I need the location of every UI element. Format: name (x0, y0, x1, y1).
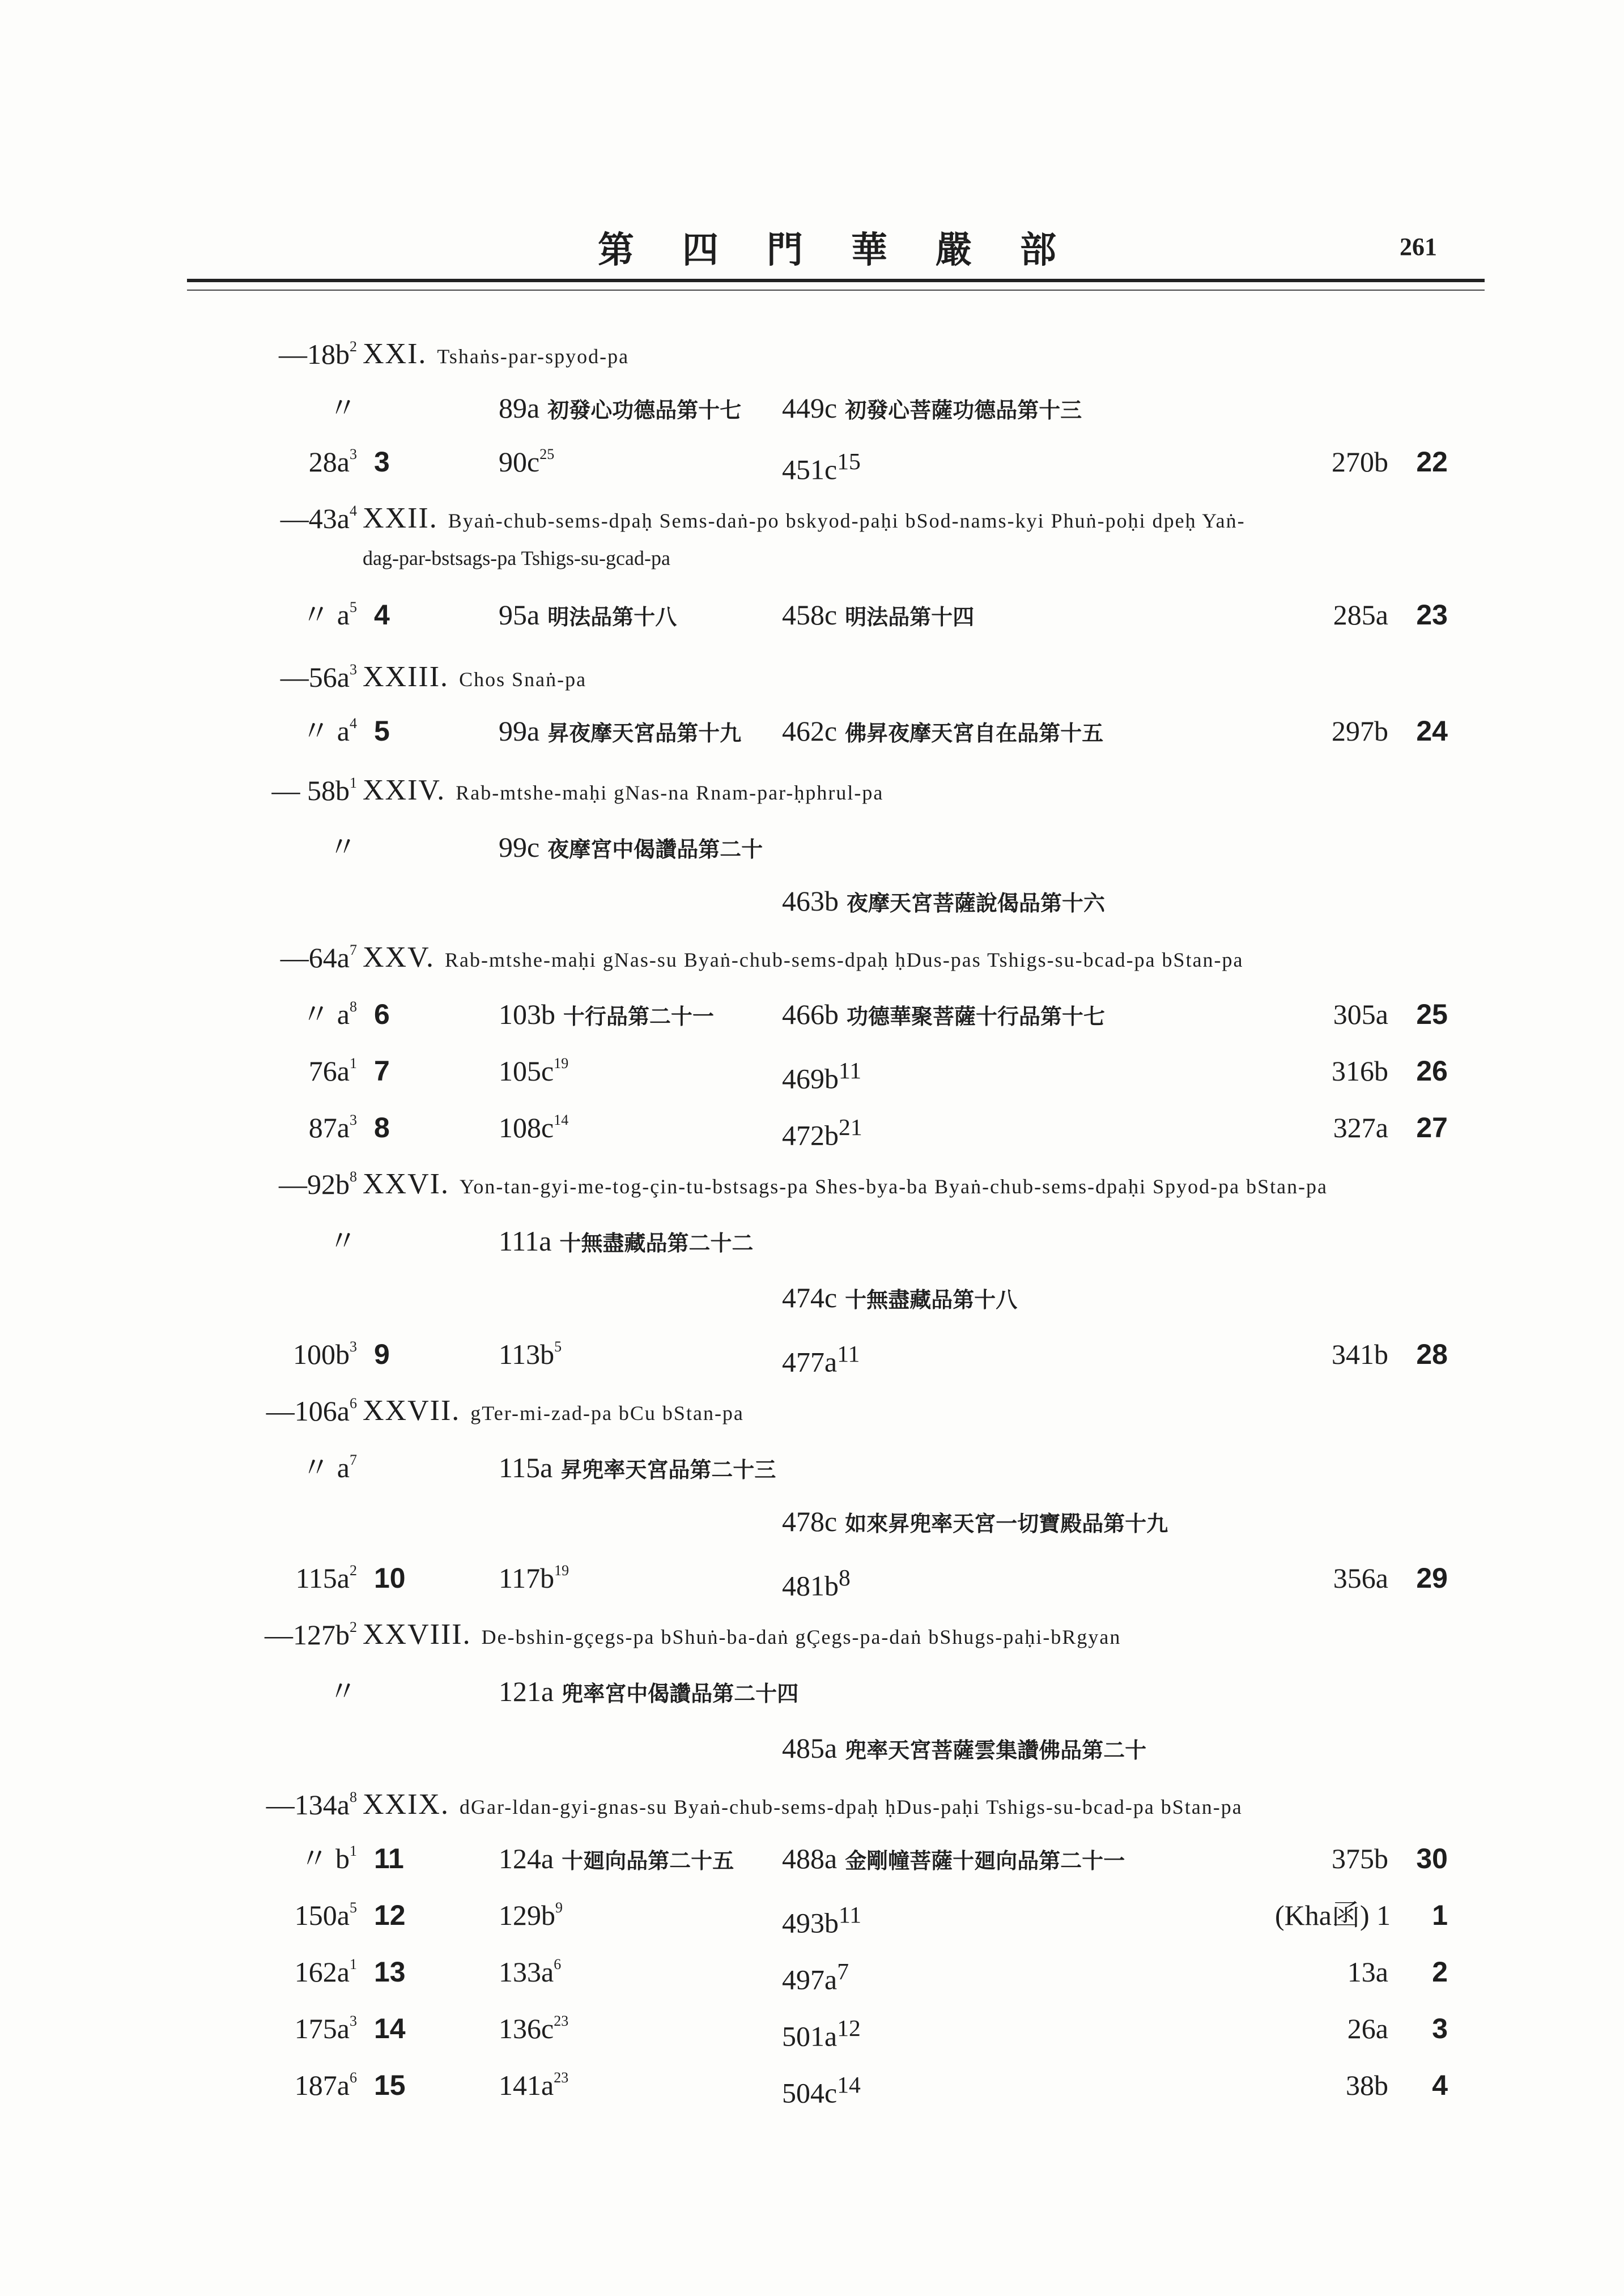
taisho-b-ref-chinese-title: 金剛幢菩薩十廻向品第二十一 (845, 1848, 1125, 1873)
tibetan-folio-footnote: 6 (350, 1395, 357, 1411)
taisho-b-ref (782, 1839, 1125, 1881)
taisho-a-ref (499, 827, 763, 869)
taisho-a-ref (499, 1672, 798, 1714)
fascicle-number: 14 (374, 2013, 406, 2044)
edition-folio: 356a (1333, 1562, 1388, 1594)
taisho-b-ref-value: 488a (782, 1843, 837, 1874)
fascicle-number: 11 (374, 1843, 404, 1874)
chapter-heading (363, 657, 586, 699)
chapter-tibetan-title: gTer-mi-zad-pa bCu bStan-pa (470, 1402, 744, 1425)
fascicle-number: 13 (374, 1956, 406, 1988)
tibetan-folio-value: —56a (280, 661, 350, 693)
fascicle-number: 9 (374, 1338, 390, 1370)
chapter-heading (363, 1785, 1243, 1827)
tibetan-folio-value: 187a (294, 2069, 350, 2101)
taisho-a-ref-footnote: 23 (554, 2069, 569, 2086)
taisho-b-ref-chinese-title: 功德華聚菩薩十行品第十七 (847, 1004, 1106, 1029)
taisho-b-ref (782, 1728, 1146, 1770)
taisho-a-ref (499, 2065, 568, 2105)
taisho-a-ref (499, 595, 677, 637)
taisho-b-ref (782, 994, 1105, 1036)
taisho-b-ref-footnote: 8 (839, 1565, 851, 1591)
table-row (0, 1221, 1624, 1266)
tibetan-folio (210, 827, 357, 867)
taisho-b-ref-value: 449c (782, 392, 837, 424)
tibetan-folio (210, 1448, 357, 1487)
tibetan-folio-value: 〃 a (301, 599, 350, 631)
chapter-heading (363, 938, 1244, 980)
table-row (0, 657, 1624, 703)
chapter-title-continuation: dag-par-bstsags-pa Tshigs-su-gcad-pa (363, 547, 670, 569)
taisho-a-ref-footnote: 19 (554, 1562, 569, 1579)
tibetan-folio (210, 1839, 357, 1878)
table-row (0, 1502, 1624, 1547)
taisho-a-ref-chinese-title: 十行品第二十一 (563, 1004, 715, 1029)
tibetan-folio (210, 1051, 357, 1091)
fascicle-number: 4 (374, 599, 390, 631)
taisho-b-ref-footnote: 15 (837, 449, 861, 475)
edition-folio: 316b (1332, 1055, 1388, 1087)
taisho-b-ref-footnote: 11 (839, 1058, 862, 1084)
tibetan-folio-footnote: 7 (350, 1452, 357, 1468)
taisho-b-ref-footnote: 11 (839, 1902, 862, 1928)
tibetan-folio (210, 388, 357, 428)
tibetan-folio (210, 711, 357, 751)
tibetan-folio-footnote: 4 (350, 503, 357, 519)
taisho-a-ref (499, 2009, 568, 2048)
fascicle-number: 5 (374, 715, 390, 747)
tibetan-folio-footnote: 3 (350, 661, 357, 678)
table-row (0, 1558, 1624, 1604)
table-row (0, 1164, 1624, 1210)
taisho-b-ref-value: 458c (782, 599, 837, 631)
tibetan-folio-value: 〃 (329, 1676, 357, 1707)
edition-folio: (Kha函) 1 (1275, 1899, 1391, 1931)
chapter-roman-numeral: XXVI. (363, 1168, 449, 1200)
chapter-tibetan-title: Rab-mtshe-maḥi gNas-su Byaṅ-chub-sems-dpaḥ ḥDus-pas Tshigs-su-bcad-pa bStan-pa (444, 949, 1244, 971)
tibetan-folio (210, 994, 357, 1034)
volume-number: 29 (1416, 1562, 1448, 1594)
edition-folio: 13a (1347, 1956, 1388, 1988)
chapter-heading (363, 499, 1245, 541)
tibetan-folio (210, 1108, 357, 1147)
taisho-a-ref-chinese-title: 兜率宮中偈讚品第二十四 (562, 1681, 799, 1706)
taisho-b-ref-value: 477a (782, 1346, 837, 1378)
taisho-b-ref-value: 504c (782, 2077, 837, 2109)
taisho-b-ref-value: 481b (782, 1570, 839, 1602)
taisho-b-ref-value: 469b (782, 1062, 839, 1095)
chapter-roman-numeral: XXVII. (363, 1394, 461, 1427)
tibetan-folio (210, 938, 357, 977)
tibetan-folio-footnote: 3 (350, 446, 357, 462)
tibetan-folio-value: —64a (280, 942, 350, 973)
table-row (0, 442, 1624, 487)
taisho-a-ref (499, 1558, 569, 1598)
edition-folio: 375b (1332, 1843, 1388, 1874)
edition-folio: 305a (1333, 998, 1388, 1030)
taisho-a-ref-value: 108c (499, 1112, 554, 1143)
volume-number: 2 (1432, 1956, 1448, 1988)
tibetan-folio-value: —106a (266, 1395, 350, 1427)
taisho-b-ref (782, 1895, 861, 1943)
taisho-a-ref-chinese-title: 初發心功德品第十七 (547, 398, 742, 423)
volume-number: 4 (1432, 2069, 1448, 2101)
table-row (0, 1785, 1624, 1830)
taisho-b-ref-chinese-title: 如來昇兜率天宮一切寶殿品第十九 (845, 1511, 1168, 1536)
table-row (0, 1391, 1624, 1436)
tibetan-folio (210, 1164, 357, 1204)
tibetan-folio-value: —18b (279, 338, 350, 370)
taisho-a-ref (499, 1952, 561, 1992)
tibetan-folio (210, 442, 357, 482)
taisho-b-ref (782, 388, 1082, 430)
taisho-a-ref (499, 1221, 754, 1263)
table-row (0, 881, 1624, 926)
edition-folio: 297b (1332, 715, 1388, 747)
chapter-roman-numeral: XXI. (363, 338, 427, 370)
table-row (0, 499, 1624, 569)
taisho-a-ref-value: 90c (499, 446, 540, 478)
chapter-roman-numeral: XXIV. (363, 774, 446, 806)
tibetan-folio-footnote: 3 (350, 1338, 357, 1355)
chapter-tibetan-title: Byaṅ-chub-sems-dpaḥ Sems-daṅ-po bskyod-paḥi bSod-nams-kyi Phuṅ-poḥi dpeḥ Yaṅ- (448, 509, 1245, 532)
edition-folio: 285a (1333, 599, 1388, 631)
taisho-b-ref-value: 472b (782, 1119, 839, 1151)
tibetan-folio-value: 87a (308, 1112, 350, 1143)
taisho-a-ref-footnote: 5 (554, 1338, 562, 1355)
tibetan-folio-footnote: 2 (350, 338, 357, 355)
fascicle-number: 6 (374, 998, 390, 1030)
chapter-tibetan-title: Rab-mtshe-maḥi gNas-na Rnam-par-ḥphrul-pa (456, 781, 884, 804)
taisho-a-ref (499, 388, 741, 430)
taisho-a-ref (499, 711, 741, 753)
taisho-b-ref-footnote: 12 (837, 2016, 861, 2042)
tibetan-folio (210, 1672, 357, 1711)
table-row (0, 1448, 1624, 1493)
table-row (0, 1839, 1624, 1884)
table-row (0, 994, 1624, 1040)
tibetan-folio-footnote: 7 (350, 942, 357, 958)
taisho-a-ref-chinese-title: 昇兜率天宮品第二十三 (560, 1457, 776, 1482)
tibetan-folio (210, 1615, 357, 1655)
taisho-b-ref-value: 497a (782, 1963, 837, 1996)
chapter-heading (363, 1615, 1121, 1657)
table-row (0, 2065, 1624, 2111)
tibetan-folio (210, 2065, 357, 2105)
tibetan-folio-value: 〃 a (301, 998, 350, 1030)
tibetan-folio-footnote: 5 (350, 599, 357, 615)
taisho-b-ref (782, 1108, 862, 1155)
taisho-b-ref-chinese-title: 十無盡藏品第十八 (845, 1287, 1018, 1312)
page-number: 261 (1400, 233, 1437, 261)
taisho-a-ref-value: 103b (499, 998, 555, 1030)
taisho-b-ref-chinese-title: 佛昇夜摩天宮自在品第十五 (845, 721, 1104, 746)
taisho-a-ref-value: 95a (499, 599, 540, 631)
taisho-a-ref-footnote: 14 (554, 1112, 569, 1128)
tibetan-folio-footnote: 8 (350, 1789, 357, 1805)
taisho-b-ref-value: 478c (782, 1506, 837, 1537)
chapter-roman-numeral: XXIII. (363, 661, 449, 693)
fascicle-number: 12 (374, 1899, 406, 1931)
tibetan-folio-footnote: 3 (350, 2013, 357, 2029)
taisho-b-ref-value: 501a (782, 2020, 837, 2052)
tibetan-folio-value: 175a (294, 2013, 350, 2044)
tibetan-folio-value: 162a (294, 1956, 350, 1988)
taisho-a-ref-footnote: 23 (554, 2013, 569, 2029)
tibetan-folio-footnote: 1 (350, 1956, 357, 1972)
tibetan-folio-value: 〃 b (300, 1843, 350, 1874)
taisho-a-ref (499, 1895, 563, 1935)
table-row (0, 1895, 1624, 1941)
header-char: 第 (598, 229, 634, 271)
tibetan-folio-value: 76a (308, 1055, 350, 1087)
header-char: 部 (1020, 229, 1056, 271)
tibetan-folio (210, 1391, 357, 1431)
header-char: 四 (682, 229, 719, 271)
taisho-a-ref-value: 129b (499, 1899, 555, 1931)
table-row (0, 938, 1624, 983)
tibetan-folio-footnote: 5 (350, 1899, 357, 1916)
taisho-b-ref-value: 485a (782, 1732, 837, 1764)
edition-folio: 26a (1347, 2013, 1388, 2044)
chapter-roman-numeral: XXVIII. (363, 1618, 471, 1651)
volume-number: 24 (1416, 715, 1448, 747)
table-row (0, 595, 1624, 640)
table-row (0, 1334, 1624, 1380)
taisho-b-ref (782, 1051, 861, 1099)
taisho-a-ref-footnote: 19 (554, 1055, 569, 1072)
taisho-a-ref (499, 994, 714, 1036)
table-row (0, 1615, 1624, 1660)
tibetan-folio-value: 〃 a (301, 1452, 350, 1483)
taisho-a-ref-value: 89a (499, 392, 540, 424)
taisho-b-ref (782, 1558, 851, 1606)
taisho-b-ref-value: 466b (782, 998, 839, 1030)
edition-folio: 38b (1346, 2069, 1388, 2101)
edition-folio: 270b (1332, 446, 1388, 478)
taisho-a-ref-value: 113b (499, 1338, 555, 1370)
taisho-a-ref-value: 99a (499, 715, 540, 747)
chapter-roman-numeral: XXII. (363, 502, 438, 534)
table-row (0, 1672, 1624, 1717)
taisho-a-ref-value: 117b (499, 1562, 555, 1594)
taisho-a-ref-value: 121a (499, 1676, 554, 1707)
tibetan-folio (210, 1785, 357, 1825)
tibetan-folio (210, 499, 357, 538)
tibetan-folio-value: 100b (293, 1338, 350, 1370)
table-row (0, 1952, 1624, 1997)
tibetan-folio-value: 115a (295, 1562, 350, 1594)
taisho-a-ref-value: 124a (499, 1843, 554, 1874)
fascicle-number: 8 (374, 1112, 390, 1143)
tibetan-folio (210, 1952, 357, 1992)
tibetan-folio-footnote: 8 (350, 1168, 357, 1185)
fascicle-number: 15 (374, 2069, 406, 2101)
taisho-b-ref (782, 881, 1105, 923)
tibetan-folio-value: 〃 (329, 831, 357, 863)
tibetan-folio-footnote: 1 (350, 775, 357, 791)
taisho-a-ref-footnote: 9 (555, 1899, 563, 1916)
table-row (0, 1278, 1624, 1323)
tibetan-folio-footnote: 8 (350, 998, 357, 1015)
volume-number: 27 (1416, 1112, 1448, 1143)
table-row (0, 2009, 1624, 2054)
tibetan-folio-footnote: 2 (350, 1619, 357, 1635)
chapter-heading (363, 1164, 1328, 1206)
taisho-b-ref-value: 462c (782, 715, 837, 747)
volume-number: 3 (1432, 2013, 1448, 2044)
tibetan-folio (210, 657, 357, 697)
taisho-b-ref (782, 2065, 861, 2113)
taisho-a-ref-value: 111a (499, 1225, 552, 1257)
taisho-b-ref (782, 595, 974, 637)
table-row (0, 771, 1624, 816)
taisho-a-ref (499, 442, 554, 482)
taisho-a-ref (499, 1334, 562, 1374)
taisho-a-ref-footnote: 25 (539, 446, 555, 462)
header-char: 門 (767, 229, 803, 271)
tibetan-folio (210, 1558, 357, 1598)
volume-number: 28 (1416, 1338, 1448, 1370)
tibetan-folio (210, 1334, 357, 1374)
tibetan-folio-value: — 58b (271, 775, 350, 806)
tibetan-folio-value: —134a (266, 1789, 350, 1821)
taisho-a-ref-chinese-title: 十廻向品第二十五 (562, 1848, 734, 1873)
chapter-tibetan-title: Chos Snaṅ-pa (459, 668, 587, 691)
taisho-b-ref-value: 451c (782, 453, 837, 486)
tibetan-folio-footnote: 3 (350, 1112, 357, 1128)
taisho-a-ref-chinese-title: 夜摩宮中偈讚品第二十 (547, 837, 763, 862)
fascicle-number: 3 (374, 446, 390, 478)
chapter-heading (363, 1391, 744, 1433)
chapter-tibetan-title: Tshaṅs-par-spyod-pa (437, 345, 630, 368)
tibetan-folio-value: —92b (279, 1168, 350, 1200)
taisho-a-ref-value: 115a (499, 1452, 553, 1483)
volume-number: 25 (1416, 998, 1448, 1030)
taisho-b-ref (782, 2009, 861, 2056)
edition-folio: 327a (1333, 1112, 1388, 1143)
taisho-a-ref-chinese-title: 十無盡藏品第二十二 (559, 1231, 754, 1256)
taisho-b-ref-chinese-title: 夜摩天宮菩薩說偈品第十六 (847, 891, 1106, 916)
tibetan-folio-value: —43a (280, 503, 350, 534)
volume-number: 22 (1416, 446, 1448, 478)
taisho-b-ref-footnote: 7 (837, 1959, 849, 1985)
tibetan-folio-value: 〃 (329, 392, 357, 424)
table-row (0, 388, 1624, 433)
header-rule (187, 279, 1485, 282)
taisho-a-ref-value: 133a (499, 1956, 554, 1988)
taisho-a-ref (499, 1448, 776, 1490)
table-row (0, 334, 1624, 380)
taisho-b-ref (782, 442, 861, 490)
taisho-a-ref-value: 141a (499, 2069, 554, 2101)
taisho-a-ref (499, 1108, 568, 1147)
chapter-roman-numeral: XXIX. (363, 1788, 449, 1821)
taisho-a-ref-chinese-title: 昇夜摩天宮品第十九 (547, 721, 742, 746)
taisho-b-ref-chinese-title: 兜率天宮菩薩雲集讚佛品第二十 (845, 1738, 1147, 1763)
table-row (0, 1108, 1624, 1153)
header-char: 嚴 (936, 229, 972, 271)
volume-number: 1 (1432, 1899, 1448, 1931)
tibetan-folio (210, 2009, 357, 2048)
page-header-title (598, 221, 1104, 273)
taisho-b-ref-footnote: 11 (837, 1341, 860, 1367)
taisho-b-ref-chinese-title: 明法品第十四 (845, 605, 975, 630)
chapter-roman-numeral: XXV. (363, 941, 435, 973)
taisho-b-ref-value: 493b (782, 1907, 839, 1939)
volume-number: 23 (1416, 599, 1448, 631)
volume-number: 30 (1416, 1843, 1448, 1874)
tibetan-folio (210, 1221, 357, 1261)
chapter-tibetan-title: dGar-ldan-gyi-gnas-su Byaṅ-chub-sems-dpaḥ ḥDus-paḥi Tshigs-su-bcad-pa bStan-pa (459, 1796, 1243, 1818)
taisho-b-ref-footnote: 14 (837, 2072, 861, 2098)
table-row (0, 1728, 1624, 1774)
taisho-b-ref (782, 1334, 860, 1382)
taisho-b-ref-chinese-title: 初發心菩薩功德品第十三 (845, 398, 1082, 423)
fascicle-number: 10 (374, 1562, 406, 1594)
taisho-b-ref (782, 1278, 1017, 1320)
taisho-b-ref (782, 1952, 849, 2000)
taisho-b-ref (782, 711, 1103, 753)
tibetan-folio (210, 595, 357, 635)
taisho-b-ref-footnote: 21 (839, 1115, 862, 1141)
tibetan-folio-footnote: 1 (350, 1843, 357, 1859)
taisho-b-ref-value: 463b (782, 885, 839, 917)
volume-number: 26 (1416, 1055, 1448, 1087)
tibetan-folio (210, 771, 357, 810)
taisho-a-ref-chinese-title: 明法品第十八 (547, 605, 677, 630)
chapter-heading (363, 771, 883, 813)
tibetan-folio-footnote: 2 (350, 1562, 357, 1579)
header-char: 華 (851, 229, 887, 271)
table-row (0, 1051, 1624, 1096)
taisho-a-ref (499, 1051, 568, 1091)
tibetan-folio (210, 334, 357, 374)
tibetan-folio-footnote: 6 (350, 2069, 357, 2086)
header-rule-thin (187, 290, 1485, 291)
tibetan-folio-value: 150a (294, 1899, 350, 1931)
tibetan-folio-value: 〃 a (301, 715, 350, 747)
chapter-heading (363, 334, 629, 376)
tibetan-folio (210, 1895, 357, 1935)
table-row (0, 711, 1624, 756)
table-row (0, 827, 1624, 873)
taisho-a-ref-value: 99c (499, 831, 540, 863)
taisho-a-ref-footnote: 6 (554, 1956, 562, 1972)
tibetan-folio-value: —127b (265, 1619, 350, 1651)
taisho-b-ref-value: 474c (782, 1282, 837, 1313)
chapter-tibetan-title: De-bshin-gçegs-pa bShuṅ-ba-daṅ gÇegs-pa-daṅ bShugs-paḥi-bRgyan (481, 1626, 1121, 1648)
taisho-a-ref-value: 105c (499, 1055, 554, 1087)
tibetan-folio-footnote: 1 (350, 1055, 357, 1072)
fascicle-number: 7 (374, 1055, 390, 1087)
chapter-tibetan-title: Yon-tan-gyi-me-tog-çin-tu-bstsags-pa Shes-bya-ba Byaṅ-chub-sems-dpaḥi Spyod-pa bStan-pa (459, 1175, 1328, 1198)
tibetan-folio-value: 〃 (329, 1225, 357, 1257)
taisho-a-ref (499, 1839, 734, 1881)
tibetan-folio-footnote: 4 (350, 715, 357, 732)
taisho-b-ref (782, 1502, 1168, 1544)
tibetan-folio-value: 28a (308, 446, 350, 478)
edition-folio: 341b (1332, 1338, 1388, 1370)
taisho-a-ref-value: 136c (499, 2013, 554, 2044)
